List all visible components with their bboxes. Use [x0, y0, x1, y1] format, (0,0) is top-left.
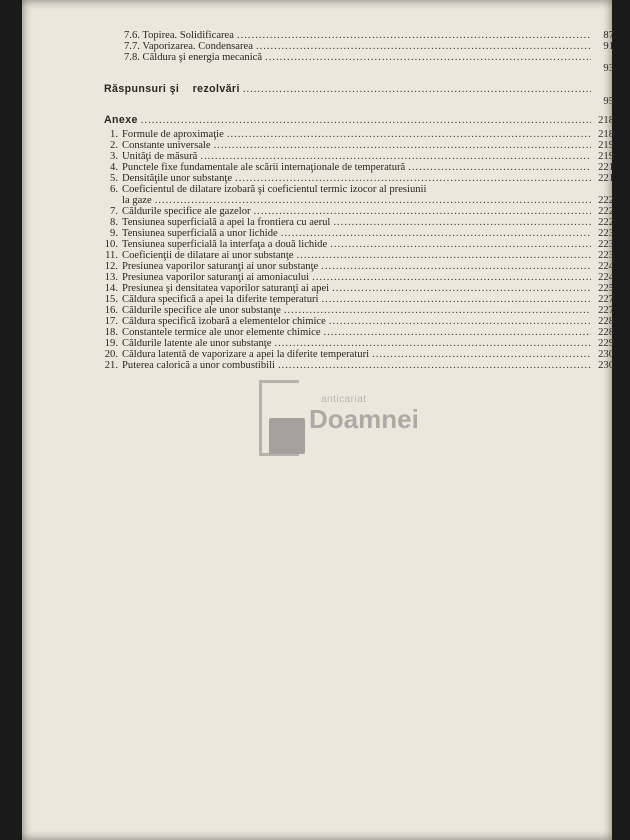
annex-item	[104, 360, 614, 371]
dot-leader	[235, 173, 591, 184]
watermark-logo	[259, 380, 419, 460]
annex-list	[104, 129, 614, 371]
annex-item-page: 224	[598, 272, 614, 283]
annex-item	[104, 294, 614, 305]
annex-item	[104, 151, 614, 162]
annex-item-label: Tensiunea superficială a unor lichide	[122, 228, 278, 239]
annex-item-number: 15.	[104, 294, 118, 305]
annex-item-page: 227	[598, 294, 614, 305]
annex-item	[104, 349, 614, 360]
annex-item-page: 224	[598, 261, 614, 272]
annex-item	[104, 272, 614, 283]
annex-item-page: 230	[598, 360, 614, 371]
dot-leader	[237, 30, 591, 41]
annex-item	[104, 129, 614, 140]
annex-item	[104, 217, 614, 228]
annex-item	[104, 162, 614, 173]
dot-leader	[333, 217, 591, 228]
toc-entry-7-8	[104, 52, 614, 63]
annex-item-number: 10.	[104, 239, 118, 250]
annex-item-label: Căldurile latente ale unor substanţe	[122, 338, 272, 349]
annex-item-number: 14.	[104, 283, 118, 294]
annex-item-label: Formule de aproximaţie	[122, 129, 224, 140]
toc-entry-7-7	[104, 41, 614, 52]
annex-item-number: 21.	[104, 360, 118, 371]
annex-item	[104, 338, 614, 349]
annex-item-page: 230	[598, 349, 614, 360]
annex-item-page: 228	[598, 327, 614, 338]
annex-item-label: Constantele termice ale unor elemente chimice	[122, 327, 321, 338]
annex-item-page: 227	[598, 305, 614, 316]
annex-item	[104, 140, 614, 151]
dot-leader	[243, 84, 591, 95]
section-heading: Anexe	[104, 114, 138, 126]
dot-leader	[281, 228, 591, 239]
annex-item-page: 222	[598, 217, 614, 228]
toc-section-answers	[104, 84, 614, 95]
dot-leader	[408, 162, 591, 173]
annex-item-page: 225	[598, 283, 614, 294]
dot-leader	[372, 349, 591, 360]
annex-item	[104, 239, 614, 250]
annex-item-number: 13.	[104, 272, 118, 283]
annex-item	[104, 206, 614, 217]
annex-item-label: Căldurile specifice ale gazelor	[122, 206, 251, 217]
annex-item-page: 222	[598, 195, 614, 206]
annex-item	[104, 228, 614, 239]
toc-entry-label: 7.6. Topirea. Solidificarea	[124, 30, 234, 41]
annex-item-number: 19.	[104, 338, 118, 349]
toc-section-annexes	[104, 115, 614, 126]
annex-item-label: Unităţi de măsură	[122, 151, 198, 162]
dot-leader	[265, 52, 591, 63]
watermark-big-text: Doamnei	[309, 404, 419, 434]
annex-item-label: Tensiunea superficială la interfaţa a două lichide	[122, 239, 328, 250]
annex-item-label: Punctele fixe fundamentale ale scării internaţionale de temperatură	[122, 162, 406, 173]
annex-item	[104, 173, 614, 184]
annex-item-number: 7.	[110, 206, 118, 217]
annex-item	[104, 250, 614, 261]
annex-item-page: 219	[598, 140, 614, 151]
annex-item-label: Presiunea vaporilor saturanţi ai unor substanţe	[122, 261, 319, 272]
dot-leader	[312, 272, 591, 283]
annex-item-label: Constante universale	[122, 140, 211, 151]
annex-item-page: 222	[598, 206, 614, 217]
dot-leader	[297, 250, 591, 261]
table-of-contents	[104, 30, 614, 371]
annex-item-label-cont: la gaze	[122, 195, 152, 206]
annex-item-label: Coeficienţii de dilatare ai unor substanţe	[122, 250, 294, 261]
toc-entry-label: 7.8. Căldura şi energia mecanică	[124, 52, 263, 63]
annex-item-label: Densităţile unor substanţe	[122, 173, 233, 184]
annex-item-page: 229	[598, 338, 614, 349]
annex-item-label: Tensiunea superficială a apei la frontiera cu aerul	[122, 217, 331, 228]
toc-entry-page: 218	[598, 115, 614, 126]
dot-leader	[254, 206, 591, 217]
annex-item-page: 228	[598, 316, 614, 327]
dot-leader	[332, 283, 591, 294]
annex-item-page: 218	[598, 129, 614, 140]
dot-leader	[141, 115, 591, 126]
annex-item-number: 12.	[104, 261, 118, 272]
watermark-small-text: anticariat	[321, 394, 367, 405]
annex-item	[104, 261, 614, 272]
annex-item-number: 2.	[110, 140, 118, 151]
annex-item-number: 17.	[104, 316, 118, 327]
annex-item-page: 223	[598, 239, 614, 250]
dot-leader	[321, 261, 591, 272]
annex-item-number: 4.	[110, 162, 118, 173]
dot-leader	[278, 360, 591, 371]
annex-item	[104, 184, 614, 206]
section-heading: Răspunsuri şi rezolvări	[104, 83, 240, 95]
toc-entry-page: 87	[603, 30, 614, 41]
annex-item-page: 221	[598, 162, 614, 173]
annex-item-number: 6.	[110, 184, 118, 195]
annex-item-label: Presiunea şi densitatea vaporilor saturanţi ai apei	[122, 283, 330, 294]
annex-item-number: 8.	[110, 217, 118, 228]
annex-item-label: Căldura specifică izobară a elementelor chimice	[122, 316, 326, 327]
annex-item-label: Puterea calorică a unor combustibili	[122, 360, 275, 371]
annex-item-number: 18.	[104, 327, 118, 338]
dot-leader	[284, 305, 591, 316]
dot-leader	[329, 316, 591, 327]
annex-item-number: 11.	[105, 250, 118, 261]
annex-item-page: 223	[598, 228, 614, 239]
annex-item-page: 219	[598, 151, 614, 162]
toc-entry-page: 91	[603, 41, 614, 52]
toc-entry-label: 7.7. Vaporizarea. Condensarea	[124, 41, 253, 52]
dot-leader	[200, 151, 591, 162]
annex-item-number: 9.	[110, 228, 118, 239]
toc-section-answers-page	[104, 96, 614, 107]
annex-item-label: Coeficientul de dilatare izobară şi coeficientul termic izocor al presiunii	[122, 184, 427, 195]
annex-item-number: 3.	[110, 151, 118, 162]
annex-item-number: 1.	[110, 129, 118, 140]
annex-item-number: 5.	[110, 173, 118, 184]
toc-entry-page: 93	[603, 63, 614, 74]
dot-leader	[321, 294, 591, 305]
dot-leader	[274, 338, 591, 349]
dot-leader	[324, 327, 591, 338]
dot-leader	[330, 239, 591, 250]
annex-item	[104, 327, 614, 338]
annex-item-number: 20.	[104, 349, 118, 360]
annex-item	[104, 305, 614, 316]
toc-entry-page: 95	[603, 96, 614, 107]
annex-item-page: 223	[598, 250, 614, 261]
dot-leader	[256, 41, 591, 52]
book-page	[22, 0, 612, 840]
annex-item-page: 221	[598, 173, 614, 184]
annex-item-label: Căldura specifică a apei la diferite temperaturi	[122, 294, 319, 305]
annex-item	[104, 316, 614, 327]
books-icon	[269, 418, 305, 454]
annex-item	[104, 283, 614, 294]
toc-entry-7-6	[104, 30, 614, 41]
dot-leader	[155, 195, 591, 206]
annex-item-label: Presiunea vaporilor saturanţi ai amoniacului	[122, 272, 310, 283]
annex-item-label: Căldurile specifice ale unor substanţe	[122, 305, 281, 316]
annex-item-number: 16.	[104, 305, 118, 316]
dot-leader	[214, 140, 591, 151]
toc-entry-7-8-page	[104, 63, 614, 74]
annex-item-label: Căldura latentă de vaporizare a apei la diferite temperaturi	[122, 349, 370, 360]
dot-leader	[227, 129, 591, 140]
